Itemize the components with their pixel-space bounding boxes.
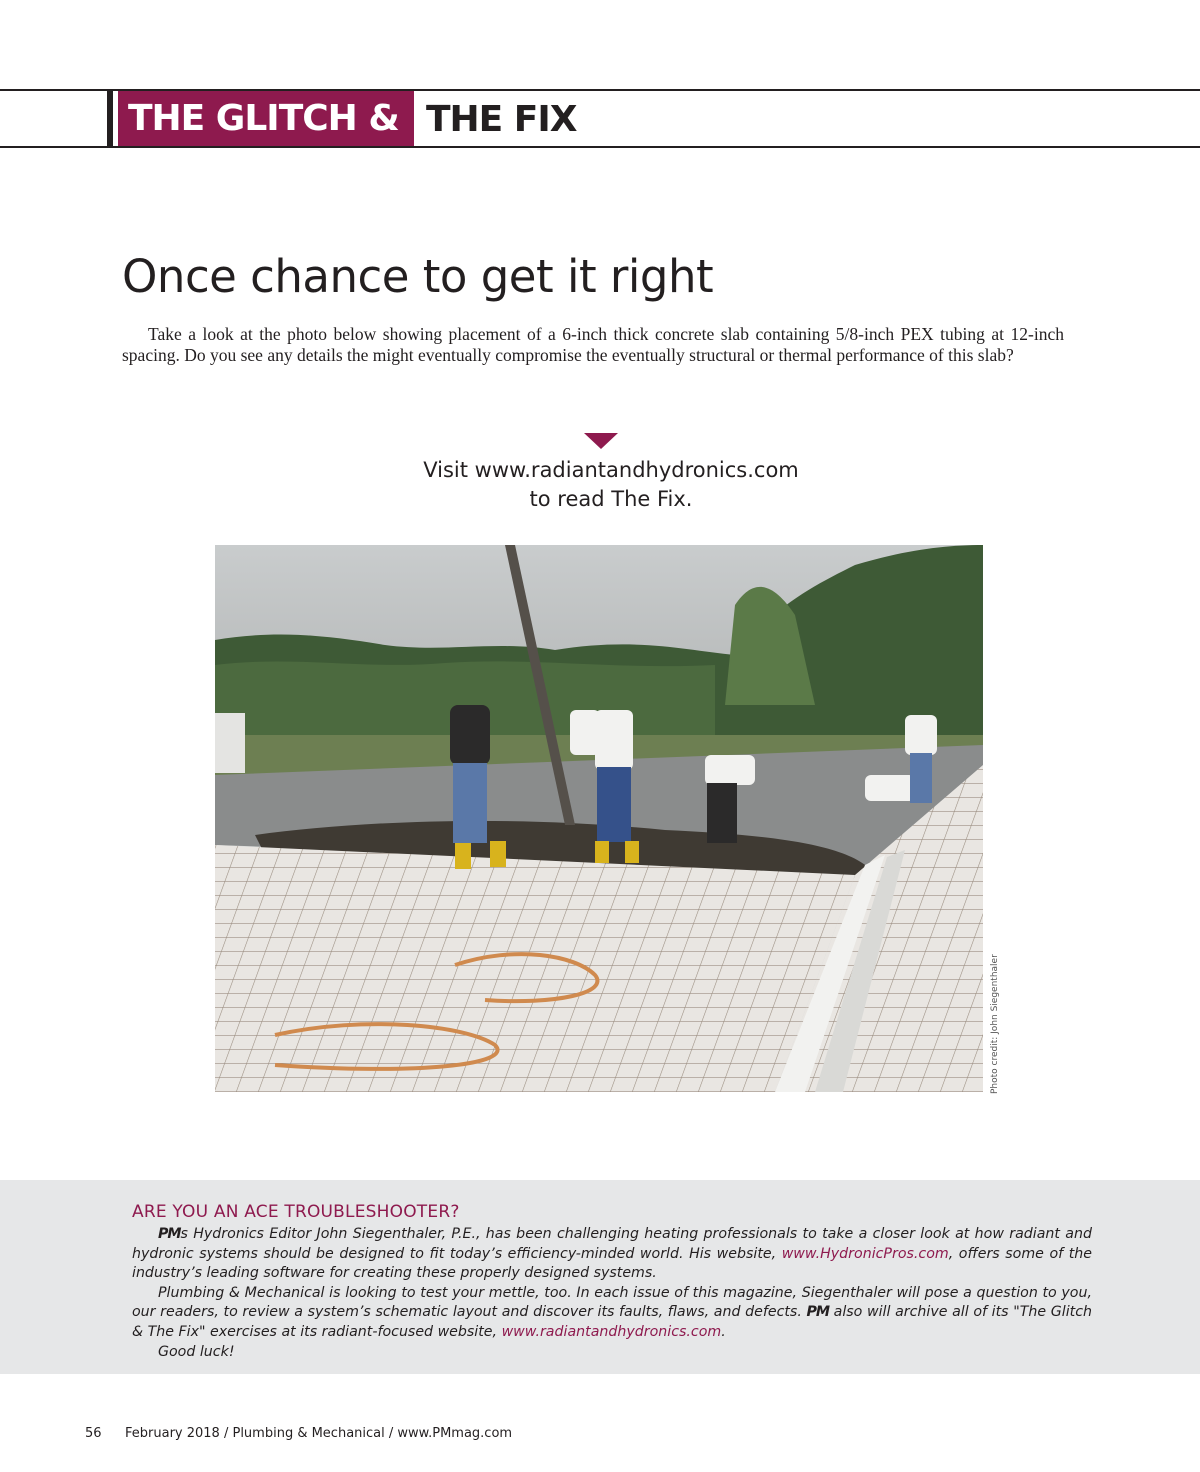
callout-text: .	[721, 1323, 726, 1340]
article-intro: Take a look at the photo below showing placement of a 6-inch thick concrete slab containing 5/8-inch PEX tubing at 12-inch spacing. Do you see any details the might eventually compromise the eventually structural or thermal performance of this slab?	[122, 324, 1064, 365]
radiantandhydronics-link[interactable]: www.radiantandhydronics.com	[501, 1323, 722, 1340]
pm-logo-text: PM	[158, 1226, 181, 1242]
callout-text: also will archive all of its "The Glitch & The Fix" exercises at its radiant-focused website,	[132, 1304, 1092, 1340]
section-label-glitch: THE GLITCH &	[118, 91, 414, 146]
header-bottom-rule	[0, 146, 1200, 148]
photo-credit: Photo credit: John Siegenthaler	[990, 954, 1000, 1094]
callout-text: , offers some of the industry’s leading software for creating these properly designed systems.	[132, 1245, 1092, 1282]
down-arrow-icon	[584, 433, 618, 449]
callout-body	[132, 1225, 1092, 1362]
section-label-fix: THE FIX	[426, 99, 577, 140]
concrete-slab-photo	[215, 545, 983, 1092]
pm-logo-text: PM	[806, 1304, 830, 1321]
page-footer	[85, 1426, 512, 1441]
callout-paragraph-2	[132, 1284, 1092, 1343]
header-side-bar	[107, 91, 113, 146]
visit-line-1[interactable]: Visit www.radiantandhydronics.com	[423, 458, 799, 482]
magazine-website[interactable]: www.PMmag.com	[397, 1426, 513, 1441]
visit-callout	[300, 456, 922, 514]
page-number: 56	[85, 1426, 102, 1441]
magazine-name: Plumbing & Mechanical	[232, 1426, 385, 1441]
footer-separator: /	[219, 1426, 233, 1441]
callout-heading: ARE YOU AN ACE TROUBLESHOOTER?	[132, 1202, 460, 1222]
article-title: Once chance to get it right	[122, 250, 714, 303]
issue-date: February 2018	[125, 1426, 220, 1441]
hydronicpros-link[interactable]: www.HydronicPros.com	[781, 1245, 949, 1262]
callout-text: s Hydronics Editor John Siegenthaler, P.E., has been challenging heating professionals to take a closer look at how radiant and hydronic systems should be designed to fit today’s efficiency-minded world. His website,	[132, 1226, 1092, 1262]
footer-separator: /	[384, 1426, 398, 1441]
callout-paragraph-3: Good luck!	[158, 1343, 235, 1360]
callout-text: Plumbing & Mechanical is looking to test your mettle, too. In each issue of this magazine, Siegenthaler will pose a question to you, our readers, to review a system’s schematic layout and discover its faults, flaws, and defects.	[132, 1284, 1092, 1321]
visit-line-2: to read The Fix.	[529, 487, 693, 511]
callout-paragraph-1	[132, 1225, 1092, 1284]
